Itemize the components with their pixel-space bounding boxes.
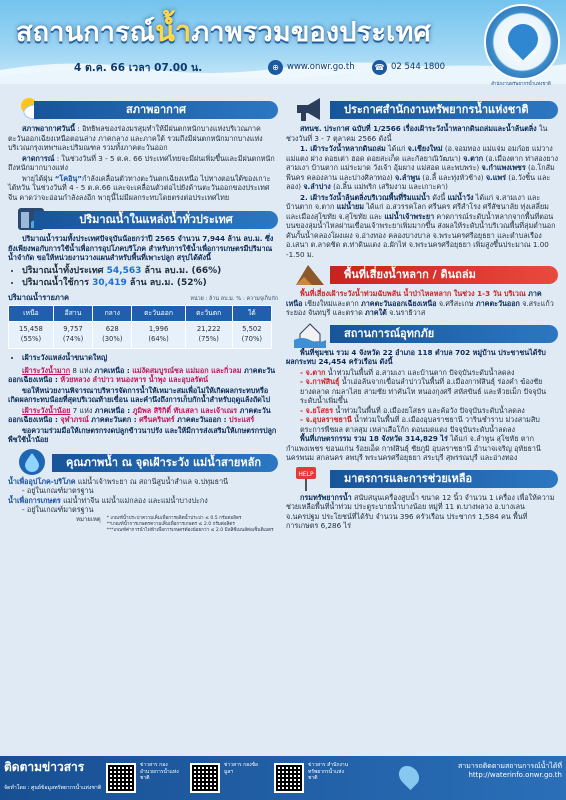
table-header-cell: เหนือ bbox=[9, 306, 54, 322]
volume-summary: ปริมาณน้ำรวมทั้งประเทศปัจจุบันน้อยกว่าปี 2565 จำนวน 7,944 ล้าน ลบ.ม. ซึ่งยังเพียงพอกับการใช้น้ำเพื่อการอุปโภคบริโภค สำหรับการใช้น้ำเพื่อการเกษตรมีปริมาณน้ำจำกัด ขอให้หน่วยงานวางแผนสำหรับพื้นที่เพาะปลูก สรุปได้ดังนี้ bbox=[8, 234, 274, 262]
qr-code-2[interactable] bbox=[190, 763, 220, 793]
watch-low: เฝ้าระวังน้ำน้อย 7 แห่ง ภาคเหนือ : ภูมิพล สิริกิติ์ ทับเสลา และเจ้าเณร ภาคตะวันออกเฉียงเหนือ : จุฬาภรณ์ ภาคตะวันตก : ศรีนครินทร์ ภาคตะวันออก : ประแสร์ bbox=[8, 405, 271, 425]
house-flood-icon bbox=[294, 318, 326, 348]
table-header-cell: อีสาน bbox=[53, 306, 92, 322]
right-column bbox=[286, 96, 558, 532]
svg-text:HELP: HELP bbox=[298, 470, 314, 478]
table-caption: ปริมาณน้ำรายภาค หน่วย : ล้าน ลบ.ม. % : ความจุเก็บกัก bbox=[8, 293, 278, 303]
watch-list bbox=[8, 353, 278, 363]
region-percent: (30%) bbox=[102, 335, 123, 344]
table-header-cell: ใต้ bbox=[232, 306, 271, 322]
watch-title: • เฝ้าระวังแหล่งน้ำขนาดใหญ่ bbox=[22, 353, 278, 363]
volume-usable: • ปริมาณน้ำใช้การ 30,419 ล้าน ลบ.ม. (52%) bbox=[22, 278, 278, 290]
region-percent: (55%) bbox=[20, 335, 42, 344]
waterinfo-link[interactable]: http://waterinfo.onwr.go.th bbox=[468, 771, 562, 780]
qr-code-3[interactable] bbox=[274, 763, 304, 793]
storm-info: พายุไต้ฝุ่น “โคอินุ”กำลังเคลื่อนตัวทางตะวันตกเฉียงเหนือ ไปทางตอนใต้ของเกาะไต้หวัน ในช่วงวันที่ 4 - 5 ต.ค.66 และจะเคลื่อนตัวต่อไปยังด้านตะวันออกของประเทศจีน คาดว่าจะอ่อนกำลังลงอีก พายุนี้ไม่มีผลกระทบโดยตรงต่อประเทศไทย bbox=[8, 173, 271, 202]
report-date: 4 ต.ค. 66 เวลา 07.00 น. bbox=[74, 62, 203, 74]
quality-heading: คุณภาพน้ำ ณ จุดเฝ้าระวัง แม่น้ำสายหลัก bbox=[8, 453, 278, 473]
watch-low-note: ขอความร่วมมือให้เกษตรกรงดปลูกข้าวนาปรัง และให้มีการส่งเสริมให้เกษตรกรปลูกพืชใช้น้ำน้อย bbox=[8, 425, 277, 445]
table-value-cell bbox=[93, 322, 132, 349]
watch-high: เฝ้าระวังน้ำมาก 8 แห่ง ภาคเหนือ : แม่งัดสมบูรณ์ชล แม่มอก และกิ่วลม ภาคตะวันออกเฉียงเหนือ : ห้วยหลวง ลำปาว หนองหาร น้ำพุง และอุบลรัตน์ bbox=[8, 365, 276, 385]
announce-item-1: 1. เฝ้าระวังน้ำหลากดินถล่ม ได้แก่ จ.เชียงใหม่ (อ.จอมทอง แม่แจ่ม อมก๋อย แม่วาง แม่แตง ฝาง ดอยเต่า ฮอด ดอยสะเก็ด และกัลยาณิวัฒนา) จ.ตาก (อ.เมืองตาก ท่าสองยาง สามเงา บ้านตาก แม่ระมาด วังเจ้า อุ้มผาง แม่สอด และพบพระ) จ.กำแพงเพชร (อ.โกสัมพีนคร คลองลาน และปางศิลาทอง) จ.ลำพูน (อ.ลี้ และทุ่งหัวช้าง) จ.แพร่ (อ.วังชิ้น และลอง) จ.ลำปาง (อ.ลิ้น แม่พริก เสริมงาม และเกาะคา) bbox=[286, 144, 558, 191]
flood-tak: - จ.ตาก น้ำท่วมในพื้นที่ อ.สามเงา และบ้านตาก ปัจจุบันระดับน้ำลดลง bbox=[300, 367, 515, 377]
table-value-cell bbox=[53, 322, 92, 349]
region-volume: 1,996 bbox=[148, 325, 169, 334]
phone-link[interactable]: ☎ 02 544 1800 bbox=[372, 60, 445, 75]
regional-volume-table bbox=[8, 305, 272, 349]
flood-kalasin: - จ.กาฬสินธุ์ น้ำเอ่อล้นจากเขื่อนลำปาวในพื้นที่ อ.เมืองกาฬสินธุ์ ร่องคำ ฆ้องชัย ยางตลาด กมลาไสย สามชัย ท่าคันโท หนองกุงศรี สหัสขันธ์ และห้วยเม็ก ปัจจุบันระดับน้ำเพิ่มขึ้น bbox=[300, 377, 546, 405]
table-value-cell bbox=[9, 322, 54, 349]
weather-forecast: คาดการณ์ : ในช่วงวันที่ 3 - 5 ต.ค. 66 ประเทศไทยจะมีฝนเพิ่มขึ้นและมีฝนตกหนักถึงหนักมากบางแห่ง bbox=[8, 153, 275, 172]
table-value-cell bbox=[185, 322, 232, 349]
footer-brand: สามารถติดตามสถานการณ์น้ำได้ที่ http://waterinfo.onwr.go.th bbox=[392, 762, 562, 781]
flood-community: พื้นที่ชุมชน รวม 4 จังหวัด 22 อำเภอ 118 ตำบล 702 หมู่บ้าน ประชาชนได้รับผลกระทบ 24,454 ครัวเรือน ดังนี้ bbox=[286, 347, 546, 366]
region-percent: (74%) bbox=[62, 335, 84, 344]
quality-consumption-status: - อยู่ในเกณฑ์มาตรฐาน bbox=[22, 486, 94, 496]
volume-total: • ปริมาณน้ำทั้งประเทศ 54,563 ล้าน ลบ.ม. (66%) bbox=[22, 266, 278, 278]
weather-today: สภาพอากาศวันนี้ : อิทธิพลของร่องมรสุมทำให้มีฝนตกหนักบางแห่งบริเวณภาคตะวันออกเฉียงเหนือตอนล่าง ภาคกลาง และภาคใต้ รวมถึงมีฝนตกหนักมากบางแห่งบริเวณกรุงเทพฯและปริมณฑล รวมทั้งภาคตะวันออก bbox=[8, 124, 263, 152]
quality-agriculture: น้ำเพื่อการเกษตร แม่น้ำท่าจีน แม่น้ำแม่กลอง และแม่น้ำบางปะกง bbox=[8, 495, 208, 505]
table-header-cell: ตะวันออก bbox=[132, 306, 185, 322]
region-volume: 5,502 bbox=[242, 325, 262, 334]
weather-heading: สภาพอากาศ bbox=[8, 100, 278, 120]
header-banner bbox=[0, 0, 566, 84]
qr-label-1: ข่าวสาร กองอำนวยการน้ำแห่งชาติ bbox=[140, 762, 179, 781]
quality-agriculture-status: - อยู่ในเกณฑ์มาตรฐาน bbox=[22, 505, 94, 515]
volume-heading: ปริมาณน้ำในแหล่งน้ำทั่วประเทศ bbox=[8, 210, 278, 230]
announce-item-2: 2. เฝ้าระวังน้ำล้นตลิ่งบริเวณพื้นที่ริมแม่น้ำ ดังนี้ แม่น้ำวัง ได้แก่ จ.สามเงา และบ้านตาก จ.ตาก แม่น้ำยม ได้แก่ อ.สวรรคโลก ศรีนคร ศรีสำโรง ศรีสัชนาลัย ทุ่งเสลี่ยม และเมืองสุโขทัย จ.สุโขทัย และ แม่น้ำเจ้าพระยา คาดการณ์ระดับน้ำหลากจากพื้นที่ตอนบนของลุ่มน้ำไหลผ่านเขื่อนเจ้าพระยาเพิ่มมากขึ้น ส่งผลให้ระดับน้ำบริเวณพื้นที่ลุ่มต่ำนอกคันกั้นน้ำคลองโผงเผง จ.อ่างทอง คลองบางบาล จ.พระนครศรีอยุธยา และตำบลเรือง อ.เสนา ต.ลาดชิด ต.ท่าดินแดง อ.ผักไห่ จ.พระนครศรีอยุธยา เพิ่มสูงขึ้นประมาณ 1.00 -1.50 ม. bbox=[286, 192, 556, 259]
volume-bullets bbox=[8, 266, 278, 291]
water-drop-icon bbox=[16, 447, 48, 477]
megaphone-icon bbox=[294, 94, 326, 124]
table-value-cell bbox=[132, 322, 185, 349]
table-value-cell bbox=[232, 322, 271, 349]
landslide-icon bbox=[294, 259, 326, 289]
left-column bbox=[8, 96, 278, 534]
help-text: กรมทรัพยากรน้ำ สนับสนุนเครื่องสูบน้ำ ขนาด 12 นิ้ว จำนวน 1 เครื่อง เพื่อให้ความช่วยเหลือพื้นที่น้ำท่วม ประตูระบายน้ำบางน้อย หมู่ที่ 11 ต.บางพลวง อ.บางเลน จ.นครปฐม ประโยชน์ที่ได้รับ จำนวน 396 ครัวเรือน ประชากร 1,584 คน พื้นที่การเกษตร 6,286 ไร่ bbox=[286, 492, 555, 530]
region-volume: 9,757 bbox=[63, 325, 83, 334]
phone-icon: ☎ bbox=[372, 60, 387, 75]
flood-heading: สถานการณ์อุทกภัย bbox=[286, 324, 558, 344]
flood-ubon: - จ.อุบลราชธานี น้ำท่วมในพื้นที่ อ.เมืองอุบลราชธานี วารินชำราบ ม่วงสามสิบ ตระการพืชผล ตาลสุม เหล่าเสือโก้ก ดอนมดแดง ปัจจุบันระดับน้ำลดลง bbox=[300, 415, 540, 434]
qr-code-1[interactable] bbox=[106, 763, 136, 793]
flood-yasothon: - จ.ยโสธร น้ำท่วมในพื้นที่ อ.เมืองยโสธร และค้อวัง ปัจจุบันระดับน้ำลดลง bbox=[300, 405, 525, 415]
region-volume: 628 bbox=[105, 325, 119, 334]
risk-text: พื้นที่เสี่ยงเฝ้าระวังน้ำท่วมฉับพลัน น้ำป่าไหลหลาก ในช่วง 1-3 วัน บริเวณ ภาคเหนือ เชียงใหม่และตาก ภาคตะวันออกเฉียงเหนือ จ.ศรีสะเกษ ภาคตะวันออก จ.สระแก้ว ระยอง จันทบุรี และตราด ภาคใต้ จ.นราธิวาส bbox=[286, 289, 554, 317]
table-header-cell: ตะวันตก bbox=[185, 306, 232, 322]
page-title: สถานการณ์น้ำภาพรวมของประเทศ bbox=[16, 14, 431, 48]
table-header-cell: กลาง bbox=[93, 306, 132, 322]
footer bbox=[0, 756, 566, 800]
flood-agriculture: พื้นที่เกษตรกรรม รวม 18 จังหวัด 314,829 ไร่ ได้แก่ จ.ลำพูน สุโขทัย ตาก กำแพงเพชร ขอนแก่น ร้อยเอ็ด กาฬสินธุ์ ชัยภูมิ อุบลราชธานี อำนาจเจริญ อุทัยธานี นครพนม สกลนคร ลพบุรี พระนครศรีอยุธยา สระบุรี สุพรรณบุรี และอ่างทอง bbox=[286, 434, 541, 462]
globe-icon: ⊕ bbox=[268, 60, 283, 75]
region-volume: 21,222 bbox=[196, 325, 221, 334]
quality-notes: หมายเหตุ * เกณฑ์น้ำประปาความเค็มเพื่อการผลิตน้ำประปา ≤ 0.5 กรัมต่อลิตร **เกณฑ์น้ำการเกษตรความเค็มเพื่อการเกษตร ≤ 2.0 กรัมต่อลิตร ***เกณฑ์ค่าการนำไฟฟ้าเพื่อการเกษตรต้องน้อยกว่า ≤ 2.0 มิลลิซีเมนส์ต่อเซ็นติเมตร bbox=[76, 515, 274, 533]
qr-label-2: ข่าวสาร กองข้อมูลฯ bbox=[224, 762, 259, 775]
qr-label-3: ข่าวสาร สำนักงานทรัพยากรน้ำแห่งชาติ bbox=[308, 762, 349, 781]
announce-intro: สทนช. ประกาศ ฉบับที่ 1/2566 เรื่องเฝ้าระวังน้ำหลากดินถล่มและน้ำล้นตลิ่ง ในช่วงวันที่ 3 - 7 ตุลาคม 2566 ดังนี้ bbox=[286, 124, 548, 143]
agency-logo bbox=[484, 4, 560, 80]
help-sign-icon bbox=[294, 463, 326, 493]
footer-credit: จัดทำโดย : ศูนย์ข้อมูลทรัพยากรน้ำแห่งชาติ bbox=[4, 785, 102, 791]
help-heading: HELP มาตรการและการช่วยเหลือ bbox=[286, 469, 558, 489]
agency-name-small: สำนักงานทรัพยากรน้ำแห่งชาติ bbox=[491, 82, 551, 87]
risk-heading: พื้นที่เสี่ยงน้ำหลาก / ดินถล่ม bbox=[286, 265, 558, 285]
region-percent: (64%) bbox=[148, 335, 169, 344]
region-volume: 15,458 bbox=[19, 325, 43, 334]
quality-consumption: น้ำเพื่ออุปโภค-บริโภค แม่น้ำเจ้าพระยา ณ สถานีสูบน้ำสำแล จ.ปทุมธานี bbox=[8, 476, 229, 486]
region-percent: (70%) bbox=[241, 335, 263, 344]
watch-high-note: ขอให้หน่วยงานพิจารณาบริหารจัดการน้ำให้เหมาะสมเพื่อไม่ให้เกิดผลกระทบหรือเกิดผลกระทบน้อยที่สุดบริเวณท้ายเขื่อน และคำนึงถึงการเก็บกักน้ำสำหรับฤดูแล้งถัดไป bbox=[8, 385, 271, 405]
announce-heading: ประกาศสำนักงานทรัพยากรน้ำแห่งชาติ bbox=[286, 100, 558, 120]
website-link[interactable]: ⊕ www.onwr.go.th bbox=[268, 60, 355, 75]
region-percent: (75%) bbox=[198, 335, 219, 344]
footer-title: ติดตามข่าวสาร bbox=[4, 760, 85, 774]
